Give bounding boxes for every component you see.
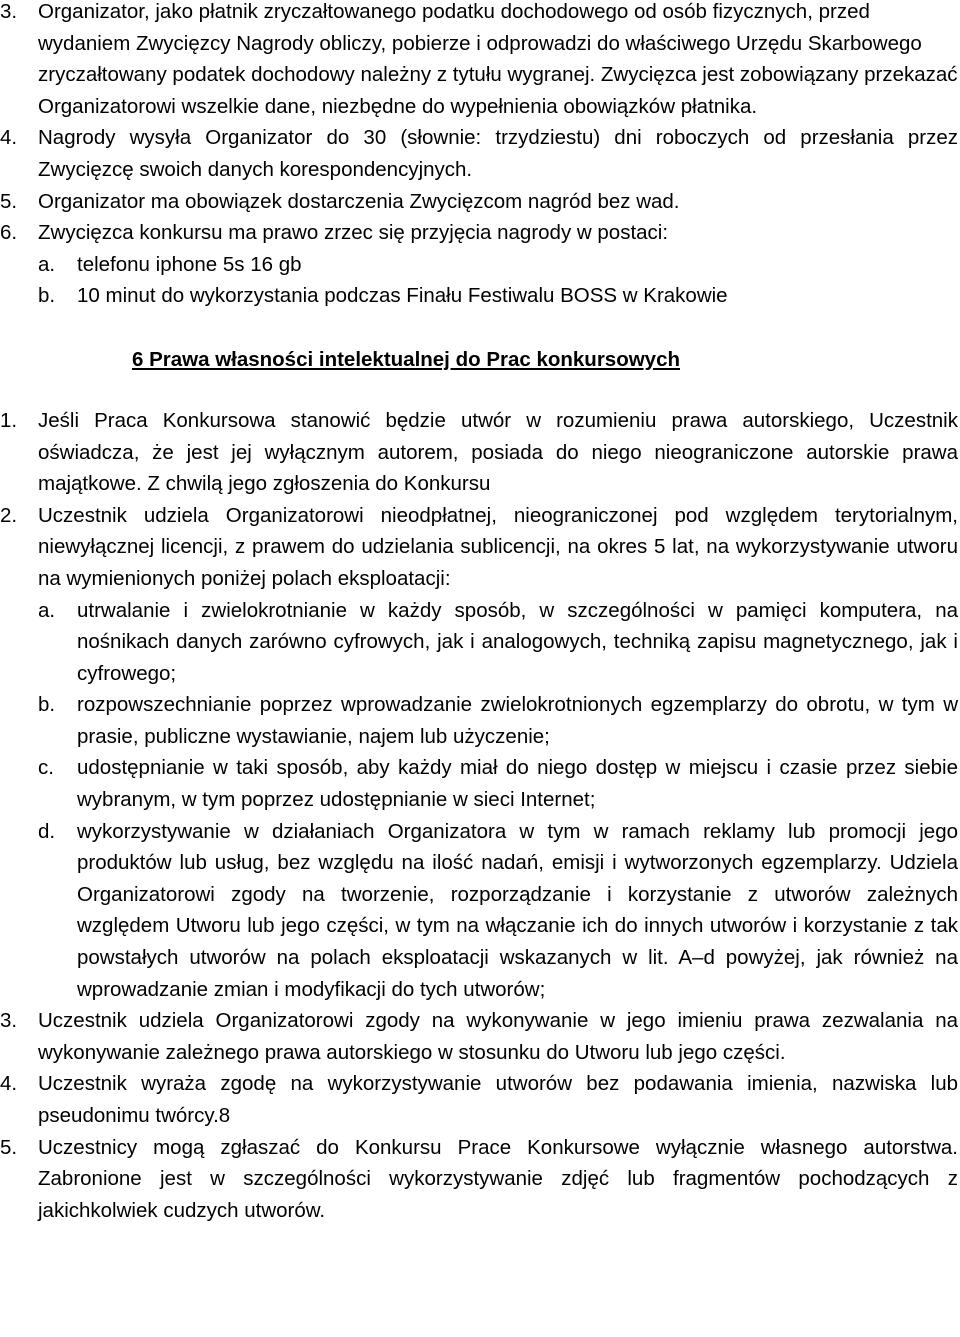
sublist-letter: b. xyxy=(38,284,56,308)
sublist-letter: a. xyxy=(38,252,56,276)
list-item xyxy=(0,1005,958,1068)
list-text: Jeśli Praca Konkursowa stanowić będzie utwór w rozumieniu prawa autorskiego, Uczestnik oświadcza, że jest jej wyłącznym autorem, posiada do niego nieograniczone autorskie prawa majątkowe. Z chwilą jego zgłoszenia do Konkursu xyxy=(38,408,958,496)
sublist-text: udostępnianie w taki sposób, aby każdy miał do niego dostęp w miejscu i czasie przez siebie wybranym, w tym poprzez udostępnianie w sieci Internet; xyxy=(77,756,958,812)
list-item xyxy=(0,405,958,500)
list-number: 5. xyxy=(0,1135,18,1159)
sublist xyxy=(0,249,958,312)
list-text: Uczestnik udziela Organizatorowi nieodpłatnej, nieograniczonej pod względem terytorialnym, niewyłącznej licencji, z prawem do udzielania sublicencji, na okres 5 lat, na wykorzystywanie utworu na wymienionych poniżej polach eksploatacji: xyxy=(38,503,958,590)
list-item xyxy=(0,186,958,218)
sublist-letter: b. xyxy=(38,693,56,717)
sublist-text: wykorzystywanie w działaniach Organizatora w tym w ramach reklamy lub promocji jego produktów lub usług, bez względu na ilość nadań, emisji i wytworzonych egzemplarzy. Udziela Organizatorowi zgody na tworzenie, rozporządzanie i korzystanie z utworów zależnych względem Utworu lub jego części, w tym na włączanie ich do innych utworów i korzystanie z tak powstałych utworów na polach eksploatacji wskazanych w lit. A–d powyżej, jak również na wprowadzanie zmian i modyfikacji do tych utworów; xyxy=(77,819,958,1001)
sublist-item xyxy=(38,280,958,312)
list-item xyxy=(0,1068,958,1131)
sublist-text: rozpowszechnianie poprzez wprowadzanie zwielokrotnionych egzemplarzy do obrotu, w tym w prasie, publiczne wystawianie, najem lub użyczenie; xyxy=(77,693,958,748)
sublist-letter: d. xyxy=(38,819,56,843)
sublist-item xyxy=(38,595,958,690)
list-number: 4. xyxy=(0,1072,18,1096)
list-number: 4. xyxy=(0,126,18,150)
sublist-letter: c. xyxy=(38,756,54,780)
list-text: Organizator ma obowiązek dostarczenia Zwycięzcom nagród bez wad. xyxy=(38,189,680,213)
list-number: 3. xyxy=(0,1009,18,1033)
list-number: 6. xyxy=(0,221,18,245)
list-item xyxy=(0,122,958,185)
list-number: 2. xyxy=(0,503,18,527)
sublist-text: utrwalanie i zwielokrotnianie w każdy sposób, w szczególności w pamięci komputera, na nośnikach danych zarówno cyfrowych, jak i analogowych, techniką zapisu magnetycznego, jak i cyfrowego; xyxy=(77,598,958,685)
list-item xyxy=(0,217,958,249)
list-text: Organizator, jako płatnik zryczałtowanego podatku dochodowego od osób fizycznych, przed wydaniem Zwycięzcy Nagrody obliczy, pobierze i odprowadzi do właściwego Urzędu Skarbowego zryczałtowany podatek dochodowy należny z tytułu wygranej. Zwycięzca jest zobowiązany przekazać Organizatorowi wszelkie dane, niezbędne do wypełnienia obowiązków płatnika. xyxy=(38,0,958,118)
sublist-item xyxy=(38,249,958,281)
ip-rights-list xyxy=(0,405,958,1226)
list-text: Zwycięzca konkursu ma prawo zrzec się przyjęcia nagrody w postaci: xyxy=(38,221,669,245)
list-text: Uczestnik wyraża zgodę na wykorzystywanie utworów bez podawania imienia, nazwiska lub pseudonimu twórcy.8 xyxy=(38,1072,958,1127)
list-text: Uczestnicy mogą zgłaszać do Konkursu Prace Konkursowe wyłącznie własnego autorstwa. Zabronione jest w szczególności wykorzystywanie zdjęć lub fragmentów pochodzących z jakichkolwiek cudzych utworów. xyxy=(38,1135,958,1222)
section-heading: 6 Prawa własności intelektualnej do Prac konkursowych xyxy=(132,347,681,371)
sublist-item xyxy=(38,816,958,1006)
prize-rules-list xyxy=(0,0,958,312)
sublist-text: 10 minut do wykorzystania podczas Finału Festiwalu BOSS w Krakowie xyxy=(77,284,728,308)
list-item xyxy=(0,1132,958,1227)
sublist-item xyxy=(38,689,958,752)
list-number: 3. xyxy=(0,0,18,23)
list-item xyxy=(0,0,958,122)
list-number: 5. xyxy=(0,189,18,213)
list-text: Uczestnik udziela Organizatorowi zgody na wykonywanie w jego imieniu prawa zezwalania na wykonywanie zależnego prawa autorskiego w stosunku do Utworu lub jego części. xyxy=(38,1009,958,1064)
list-text: Nagrody wysyła Organizator do 30 (słownie: trzydziestu) dni roboczych od przesłania przez Zwycięzcę swoich danych korespondencyjnych. xyxy=(38,126,958,181)
sublist-letter: a. xyxy=(38,598,56,622)
sublist-text: telefonu iphone 5s 16 gb xyxy=(77,252,302,276)
sublist xyxy=(0,595,958,1006)
list-item xyxy=(0,500,958,595)
list-number: 1. xyxy=(0,408,18,432)
sublist-item xyxy=(38,752,958,815)
